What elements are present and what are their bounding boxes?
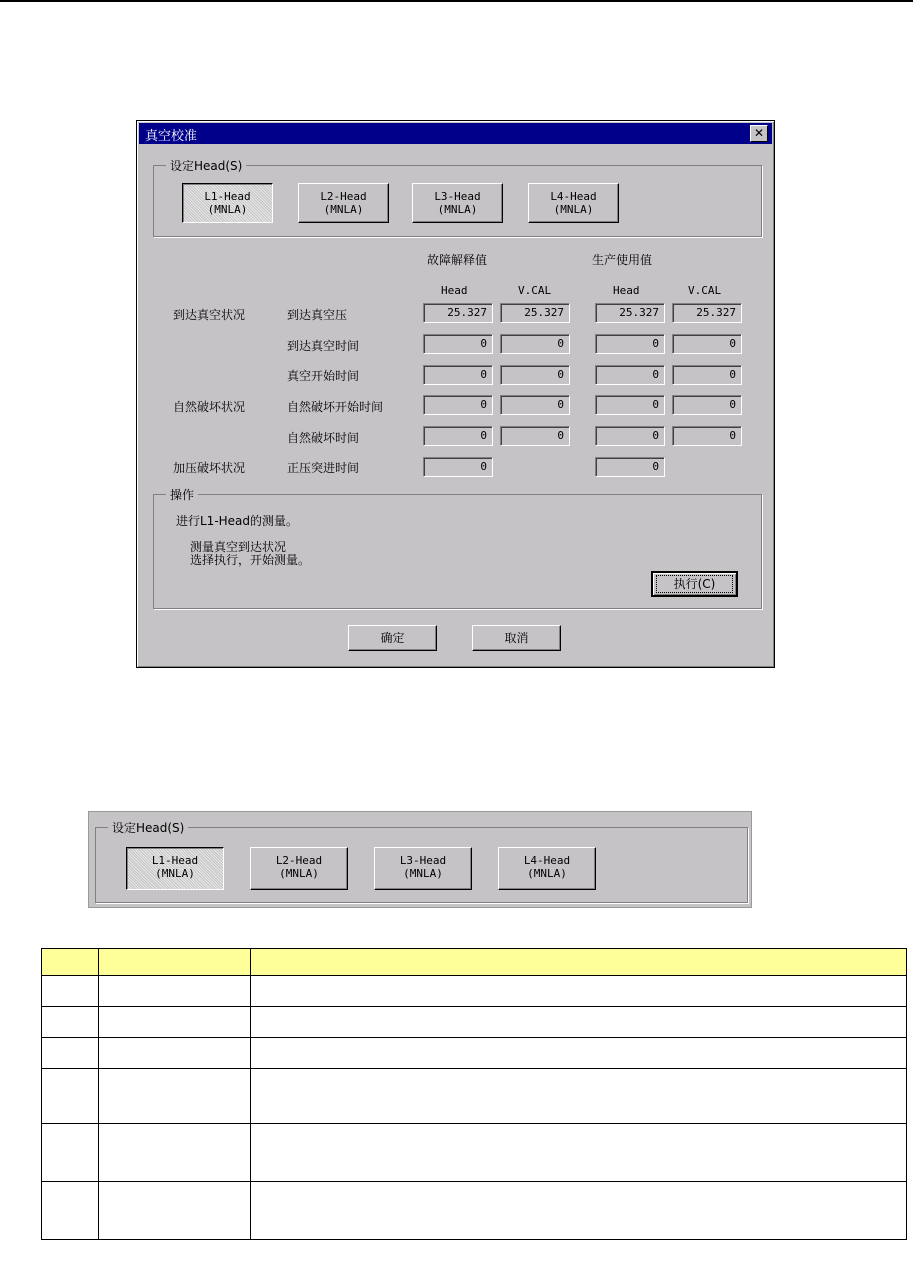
crop-head-group	[95, 821, 748, 903]
row-label: 到达真空压	[287, 308, 348, 322]
group-pressure-break: 加压破坏状况	[173, 461, 246, 475]
table-cell	[42, 1069, 99, 1124]
table-cell	[251, 976, 907, 1007]
table-row	[42, 1038, 907, 1069]
head-button-l3-name: L3-Head	[434, 190, 481, 203]
head-button-l3-type: (MNLA)	[437, 203, 478, 216]
table-cell	[99, 976, 251, 1007]
value-field: 0	[500, 426, 570, 446]
value-field: 0	[423, 395, 493, 415]
table-header-row	[42, 949, 907, 976]
table-cell	[251, 1182, 907, 1240]
head-button-l4[interactable]	[528, 183, 619, 223]
row-label: 自然破坏时间	[287, 431, 360, 445]
row-label: 正压突进时间	[287, 461, 360, 475]
title-bar[interactable]	[139, 123, 772, 144]
page-top-rule	[0, 0, 913, 2]
operation-message: 进行L1-Head的测量。	[176, 514, 299, 528]
value-field: 25.327	[500, 303, 570, 323]
head-button-l4-name: L4-Head	[550, 190, 597, 203]
crop-head-button-l2-name: L2-Head	[275, 854, 323, 867]
table-cell	[42, 1007, 99, 1038]
table-row	[42, 1007, 907, 1038]
head-select-group	[153, 159, 762, 237]
operation-hint-1: 测量真空到达状况	[190, 540, 287, 554]
head-button-l2-type: (MNLA)	[323, 203, 364, 216]
operation-group	[153, 488, 762, 609]
crop-head-group-label: 设定Head(S)	[108, 819, 188, 836]
group-reach-vacuum: 到达真空状况	[173, 308, 246, 322]
table-header-cell	[99, 949, 251, 976]
value-field: 0	[500, 334, 570, 354]
col-prod-vcal: V.CAL	[688, 284, 722, 297]
table-header-cell	[42, 949, 99, 976]
table-cell	[251, 1124, 907, 1182]
cancel-button[interactable]: 取消	[472, 625, 561, 651]
value-field: 0	[500, 395, 570, 415]
ok-button[interactable]: 确定	[348, 625, 437, 651]
table-row	[42, 976, 907, 1007]
table-cell	[99, 1182, 251, 1240]
crop-head-button-l4[interactable]	[498, 847, 596, 890]
row-label: 到达真空时间	[287, 339, 360, 353]
row-label: 自然破坏开始时间	[287, 400, 384, 414]
crop-head-button-l2[interactable]	[250, 847, 348, 890]
crop-head-button-l3-type: (MNLA)	[403, 867, 443, 880]
col-fault-vcal: V.CAL	[518, 284, 552, 297]
crop-head-button-l3-name: L3-Head	[399, 854, 447, 867]
table-cell	[42, 1182, 99, 1240]
table-cell	[251, 1038, 907, 1069]
value-field: 0	[595, 457, 665, 477]
table-row	[42, 1124, 907, 1182]
execute-button-label: 执行(C)	[656, 575, 733, 593]
value-field: 25.327	[423, 303, 493, 323]
production-values-heading: 生产使用值	[592, 253, 653, 267]
value-field: 25.327	[595, 303, 665, 323]
row-label: 真空开始时间	[287, 369, 360, 383]
description-table	[41, 948, 907, 1240]
table-cell	[42, 1124, 99, 1182]
crop-head-button-l1[interactable]	[126, 847, 224, 890]
dialog-title: 真空校准	[145, 129, 198, 144]
crop-head-button-l3[interactable]	[374, 847, 472, 890]
head-button-l1-type: (MNLA)	[207, 203, 248, 216]
table-header-cell	[251, 949, 907, 976]
group-natural-break: 自然破坏状况	[173, 400, 246, 414]
operation-hint-2: 选择执行，开始测量。	[190, 553, 311, 567]
crop-head-button-l4-name: L4-Head	[523, 854, 571, 867]
table-cell	[42, 1038, 99, 1069]
table-cell	[251, 1007, 907, 1038]
value-field: 0	[595, 395, 665, 415]
value-field: 25.327	[672, 303, 742, 323]
fault-values-heading: 故障解释值	[427, 253, 488, 267]
table-row	[42, 1069, 907, 1124]
value-field: 0	[423, 426, 493, 446]
table-row	[42, 1182, 907, 1240]
vacuum-calibration-dialog	[136, 120, 775, 668]
table-cell	[99, 1069, 251, 1124]
value-field: 0	[423, 365, 493, 385]
crop-head-button-l1-name: L1-Head	[151, 854, 199, 867]
col-prod-head: Head	[613, 284, 640, 297]
table-cell	[42, 976, 99, 1007]
value-field: 0	[672, 365, 742, 385]
head-group-label: 设定Head(S)	[166, 157, 246, 174]
table-cell	[99, 1124, 251, 1182]
head-button-l1-name: L1-Head	[204, 190, 251, 203]
value-field: 0	[423, 457, 493, 477]
value-field: 0	[595, 334, 665, 354]
operation-group-label: 操作	[166, 486, 198, 503]
head-button-l4-type: (MNLA)	[553, 203, 594, 216]
crop-head-button-l2-type: (MNLA)	[279, 867, 319, 880]
value-field: 0	[672, 426, 742, 446]
table-cell	[99, 1038, 251, 1069]
crop-head-button-l1-type: (MNLA)	[155, 867, 195, 880]
head-button-l1[interactable]	[182, 183, 273, 223]
value-field: 0	[500, 365, 570, 385]
close-icon[interactable]: ✕	[750, 125, 768, 142]
head-button-l2-name: L2-Head	[320, 190, 367, 203]
value-field: 0	[595, 365, 665, 385]
col-fault-head: Head	[441, 284, 468, 297]
head-button-l2[interactable]	[298, 183, 389, 223]
head-button-l3[interactable]	[412, 183, 503, 223]
value-field: 0	[672, 334, 742, 354]
value-field: 0	[423, 334, 493, 354]
crop-head-button-l4-type: (MNLA)	[527, 867, 567, 880]
table-cell	[99, 1007, 251, 1038]
value-field: 0	[672, 395, 742, 415]
table-cell	[251, 1069, 907, 1124]
head-select-crop	[88, 811, 752, 908]
execute-button[interactable]	[651, 571, 738, 597]
value-field: 0	[595, 426, 665, 446]
